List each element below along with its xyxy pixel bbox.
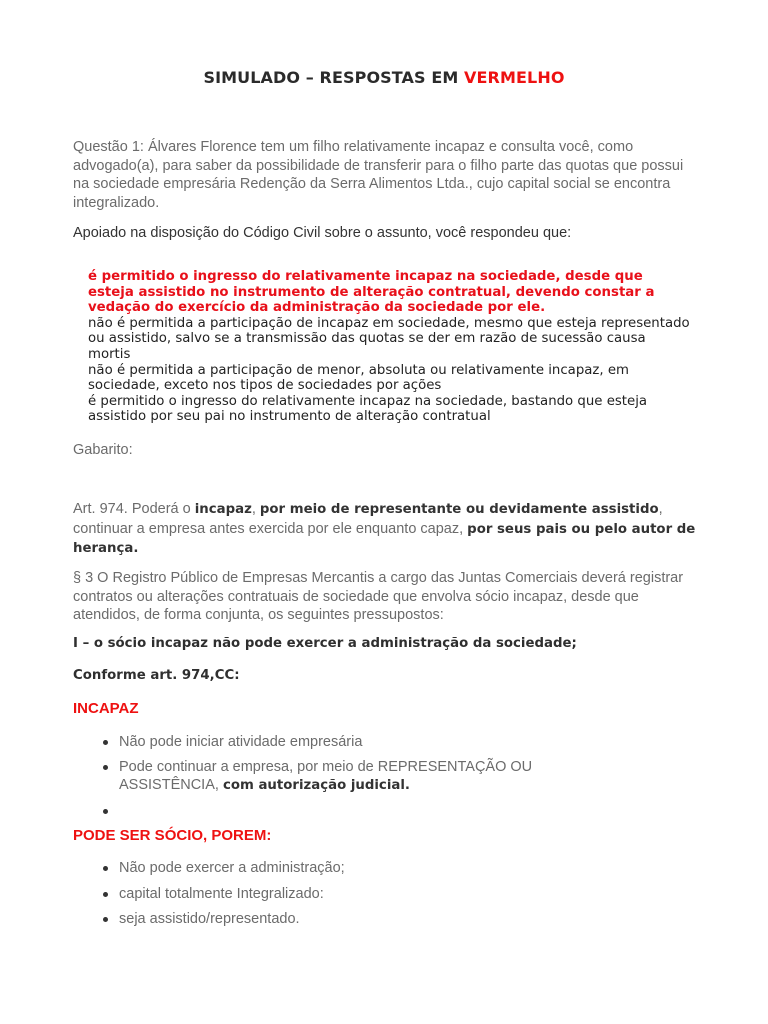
page-title: [0, 68, 768, 87]
article-974: [73, 500, 703, 559]
answer-option: é permitido o ingresso do relativamente incapaz na sociedade, bastando que esteja assistido por seu pai no instrumento de alteração contratual: [88, 393, 648, 425]
bullet-icon: [103, 740, 108, 745]
conforme-heading: Conforme art. 974,CC:: [73, 668, 240, 683]
article-text: Art. 974. Poderá o: [73, 501, 195, 517]
list-item: [100, 859, 620, 878]
bullet-icon: [103, 917, 108, 922]
article-bold: por seus pais ou pelo autor de herança.: [73, 521, 696, 556]
socio-list: [100, 859, 620, 929]
incapaz-list: [100, 733, 620, 820]
title-prefix: SIMULADO – RESPOSTAS EM: [203, 68, 465, 87]
list-item: [100, 758, 620, 796]
answer-option: não é permitida a participação de menor, absoluta ou relativamente incapaz, em sociedade, exceto nos tipos de sociedades por ações: [88, 362, 629, 394]
item-i: I – o sócio incapaz não pode exercer a administração da sociedade;: [73, 636, 577, 651]
question-text: Questão 1: Álvares Florence tem um filho relativamente incapaz e consulta você, como advogado(a), para saber da possibilidade de transferir para o filho parte das quotas que possui na sociedade empresária Redenção da Serra Alimentos Ltda., cujo capital social se encontra integralizado.: [73, 139, 684, 211]
list-item-text: seja assistido/representado.: [119, 911, 300, 927]
bullet-icon: [103, 892, 108, 897]
article-bold: incapaz: [194, 502, 252, 517]
bullet-icon: [103, 866, 108, 871]
gabarito-label: Gabarito:: [73, 442, 133, 458]
article-bold: por meio de representante ou devidamente assistido: [259, 502, 659, 517]
list-item: [100, 733, 620, 752]
list-item-text: Não pode iniciar atividade empresária: [119, 734, 363, 750]
answer-option: não é permitida a participação de incapaz em sociedade, mesmo que esteja representado ou assistido, salvo se a transmissão das quotas se der em razão de sucessão causa mortis: [88, 315, 690, 362]
title-highlight: VERMELHO: [464, 68, 565, 87]
socio-heading: PODE SER SÓCIO, POREM:: [73, 827, 272, 844]
list-item-text: Não pode exercer a administração;: [119, 860, 345, 876]
article-text: , continuar a empresa antes exercida por ele enquanto capaz,: [73, 501, 663, 537]
bullet-icon: [103, 765, 108, 770]
paragraph-3: § 3 O Registro Público de Empresas Mercantis a cargo das Juntas Comerciais deverá registrar contratos ou alterações contratuais de sociedade que envolva sócio incapaz, desde que atendidos, de forma conjunta, os seguintes pressupostos:: [73, 570, 684, 623]
answer-option-correct: é permitido o ingresso do relativamente incapaz na sociedade, desde que esteja assistido no instrumento de alteração contratual, devendo constar a vedação do exercício da administração da sociedade por ele.: [88, 269, 655, 316]
list-item: [100, 910, 620, 929]
list-item-text: Pode continuar a empresa, por meio de REPRESENTAÇÃO OU ASSISTÊNCIA,: [119, 758, 533, 793]
question-prompt: Apoiado na disposição do Código Civil sobre o assunto, você respondeu que:: [73, 225, 572, 241]
incapaz-heading: INCAPAZ: [73, 700, 139, 717]
answer-options: [88, 269, 692, 425]
list-item-bold: com autorização judicial.: [222, 778, 410, 793]
list-item-text: capital totalmente Integralizado:: [119, 885, 324, 902]
article-text: ,: [251, 501, 260, 517]
list-item-empty: [100, 802, 620, 821]
bullet-icon: [103, 809, 108, 814]
list-item: [100, 885, 620, 904]
